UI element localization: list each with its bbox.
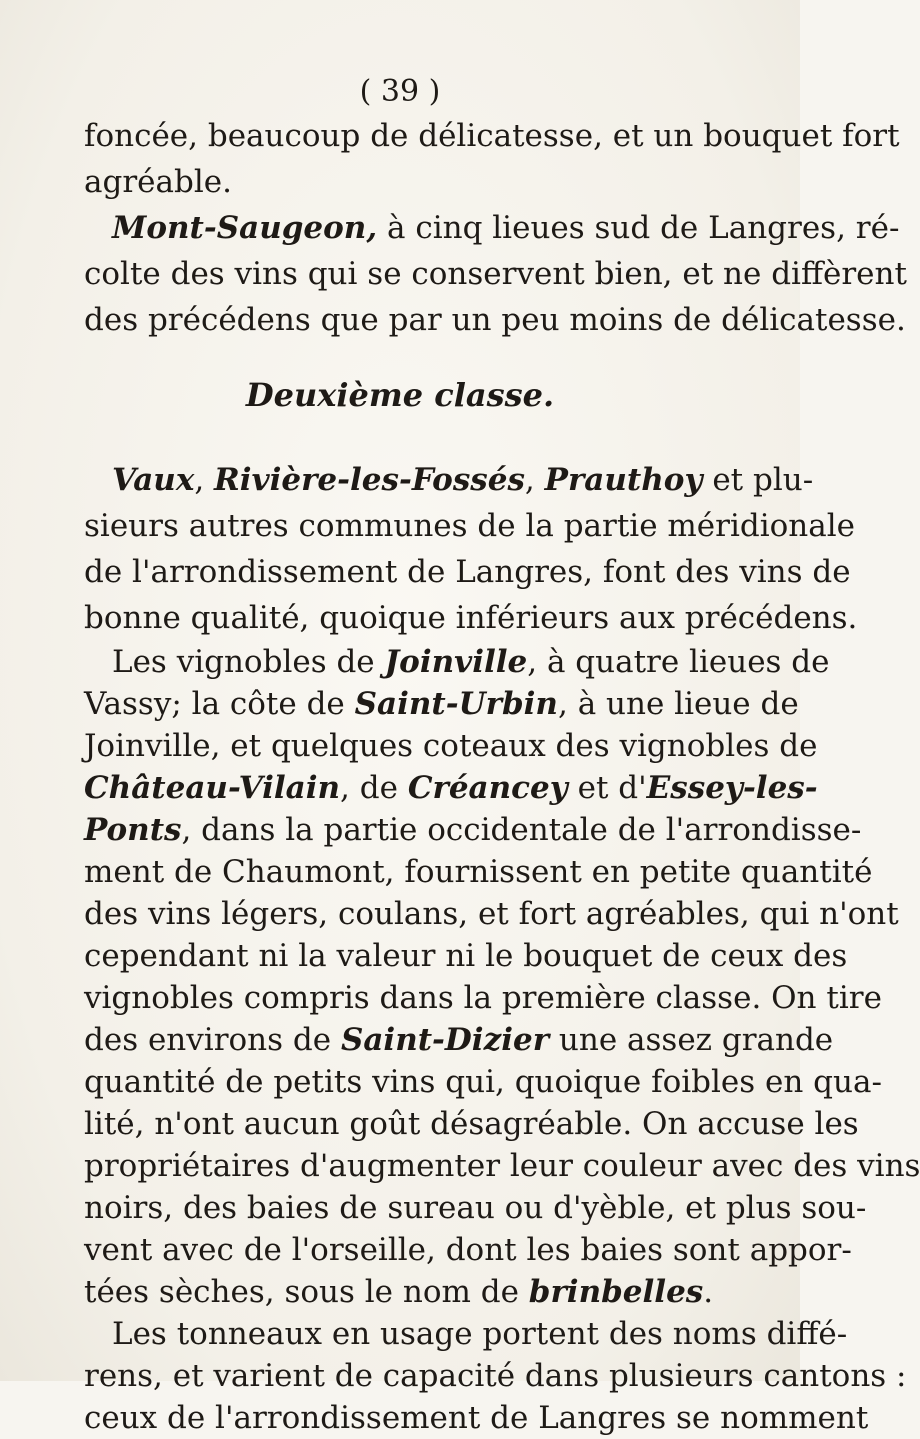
- text-line: colte des vins qui se conservent bien, et ne diffèrent: [84, 256, 907, 292]
- text-line: Ponts, dans la partie occidentale de l'arrondisse-: [84, 812, 862, 848]
- place-name: Mont-Saugeon,: [112, 210, 378, 246]
- text-line: vignobles compris dans la première classe. On tire: [84, 980, 882, 1016]
- term: brinbelles: [528, 1274, 704, 1310]
- place-name: Essey-les-: [646, 770, 818, 806]
- text-line: Vaux, Rivière-les-Fossés, Prauthoy et plu-: [112, 462, 814, 498]
- text-line: lité, n'ont aucun goût désagréable. On accuse les: [84, 1106, 859, 1142]
- place-name: Saint-Dizier: [340, 1022, 550, 1058]
- text-line: sieurs autres communes de la partie méridionale: [84, 508, 856, 544]
- text-line: Vassy; la côte de Saint-Urbin, à une lieue de: [84, 686, 799, 722]
- place-name: Vaux: [112, 462, 195, 498]
- text-line: tées sèches, sous le nom de brinbelles.: [84, 1274, 714, 1310]
- text-line: quantité de petits vins qui, quoique foibles en qua-: [84, 1064, 882, 1100]
- text-line: propriétaires d'augmenter leur couleur avec des vins: [84, 1148, 920, 1184]
- text-line: des environs de Saint-Dizier une assez grande: [84, 1022, 834, 1058]
- place-name: Rivière-les-Fossés: [214, 462, 525, 498]
- text-line: Château-Vilain, de Créancey et d'Essey-les-: [84, 770, 818, 806]
- place-name: Joinville: [384, 644, 528, 680]
- text-line: vent avec de l'orseille, dont les baies sont appor-: [84, 1232, 852, 1268]
- place-name: Saint-Urbin: [354, 686, 558, 722]
- page-number: ( 39 ): [359, 74, 441, 109]
- place-name: Créancey: [407, 770, 568, 806]
- text-line: cependant ni la valeur ni le bouquet de ceux des: [84, 938, 848, 974]
- text-line: Mont-Saugeon, à cinq lieues sud de Langres, ré-: [112, 210, 900, 246]
- section-title: Deuxième classe.: [245, 376, 555, 414]
- place-name: Prauthoy: [544, 462, 703, 498]
- text-line: des précédens que par un peu moins de délicatesse.: [84, 302, 906, 338]
- text-line: ceux de l'arrondissement de Langres se nomment: [84, 1400, 869, 1436]
- text-line: Joinville, et quelques coteaux des vignobles de: [84, 728, 818, 764]
- text-line: Les vignobles de Joinville, à quatre lieues de: [112, 644, 830, 680]
- text-line: Les tonneaux en usage portent des noms diffé-: [112, 1316, 848, 1352]
- text-line: rens, et varient de capacité dans plusieurs cantons :: [84, 1358, 907, 1394]
- text-line: foncée, beaucoup de délicatesse, et un bouquet fort: [84, 118, 900, 154]
- text-line: ment de Chaumont, fournissent en petite quantité: [84, 854, 873, 890]
- text-line: agréable.: [84, 164, 232, 200]
- text-line: des vins légers, coulans, et fort agréables, qui n'ont: [84, 896, 899, 932]
- text-line: noirs, des baies de sureau ou d'yèble, et plus sou-: [84, 1190, 867, 1226]
- place-name: Ponts: [84, 812, 182, 848]
- text-line: bonne qualité, quoique inférieurs aux précédens.: [84, 600, 858, 636]
- place-name: Château-Vilain: [84, 770, 341, 806]
- text-line: de l'arrondissement de Langres, font des vins de: [84, 554, 851, 590]
